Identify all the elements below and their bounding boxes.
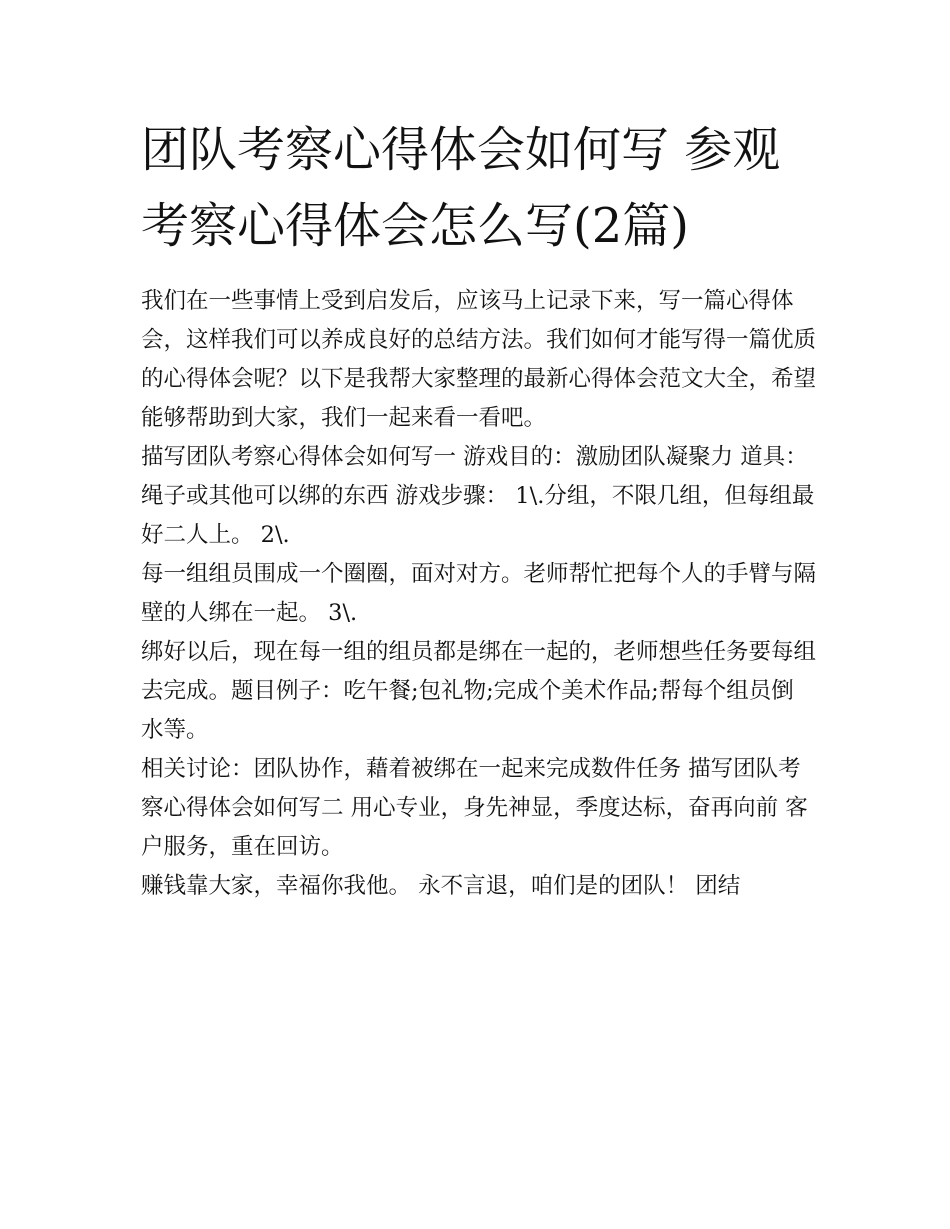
- document-body: [141, 282, 816, 906]
- paragraph-intro: 我们在一些事情上受到启发后，应该马上记录下来，写一篇心得体会，这样我们可以养成良好的总结方法。我们如何才能写得一篇优质的心得体会呢？以下是我帮大家整理的最新心得体会范文大全，希望能够帮助到大家，我们一起来看一看吧。: [141, 288, 817, 431]
- document-title: 团队考察心得体会如何写 参观考察心得体会怎么写(2篇): [141, 122, 781, 254]
- paragraph-step-2: 每一组组员围成一个圈圈，面对对方。老师帮忙把每个人的手臂与隔壁的人绑在一起。 3\.: [141, 561, 817, 626]
- paragraph-slogan: 赚钱靠大家，幸福你我他。 永不言退，咱们是的团队！ 团结: [141, 873, 741, 899]
- paragraph-discussion: 相关讨论：团队协作，藉着被绑在一起来完成数件任务 描写团队考察心得体会如何写二 用心专业，身先神显，季度达标，奋再向前 客户服务，重在回访。: [141, 756, 808, 860]
- paragraph-step-3: 绑好以后，现在每一组的组员都是绑在一起的，老师想些任务要每组去完成。题目例子：吃午餐;包礼物;完成个美术作品;帮每个组员倒水等。: [141, 639, 817, 743]
- paragraph-game-intro: 描写团队考察心得体会如何写一 游戏目的：激励团队凝聚力 道具：绳子或其他可以绑的东西 游戏步骤： 1\.分组，不限几组，但每组最好二人上。 2\.: [141, 444, 815, 548]
